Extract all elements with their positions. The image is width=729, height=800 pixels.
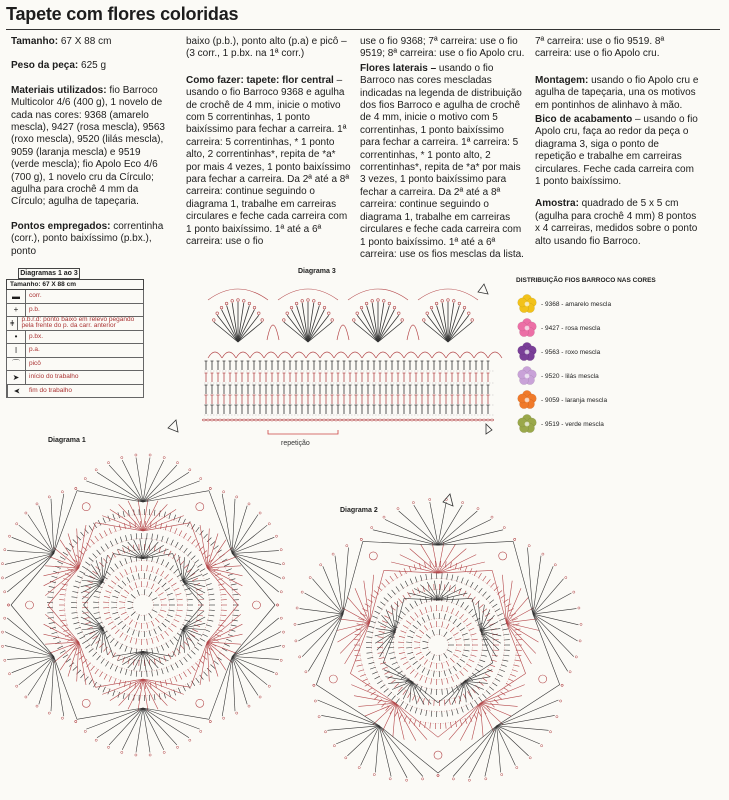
flower-icon — [516, 293, 538, 315]
flower-icon — [516, 317, 538, 339]
side-flowers-value: usando o fio Barroco nas cores mescladas indicadas na legenda de distribuição dos fios Barroco e agulha de crochê de 4 mm, inicie o motivo com 5 correntinhas, 1 ponto baixíssimo para fechar a carreira. 1ª carreira: 5 correntinhas, * 1 ponto alto, 2 correntinhas*, repita de *a* por mais 3 vezes, 1 ponto baixíssimo para fechar a carreira. Da 2ª até a 8ª carreira: continue seguindo o diagrama 1, trabalhe em carreiras circulares e feche cada carreira com 1 ponto baixíssimo. 1ª até a 6ª carreira: use os fios mesclas da lista. — [360, 62, 524, 260]
legend-symbol-icon: ▬ — [7, 290, 26, 303]
color-item-label: - 9059 - laranja mescla — [541, 396, 608, 404]
edging-label: Bico de acabamento — [535, 114, 633, 126]
color-item — [516, 412, 696, 436]
stitch-legend — [6, 268, 146, 398]
legend-text: p.a. — [29, 346, 40, 353]
color-distribution-header: DISTRIBUIÇÃO FIOS BARROCO NAS CORES — [516, 277, 656, 284]
legend-text: picô — [29, 359, 41, 367]
legend-rows — [6, 290, 146, 398]
flower-icon — [516, 389, 538, 411]
side-continued: 7ª carreira: use o fio 9519. 8ª carreira: use o fio Apolo cru. — [535, 36, 665, 60]
color-item-label: - 9427 - rosa mescla — [541, 324, 601, 332]
edging-value: – usando o fio Apolo cru, faça ao redor da peça o diagrama 3, siga o ponto de repetição e trabalhe em carreiras circulares. Feche cada carreira com 1 ponto baixíssimo. — [535, 114, 698, 188]
page-title: Tapete com flores coloridas — [6, 4, 239, 24]
assembly-value: usando o fio Apolo cru e agulha de tapeçaria, una os motivos em pontinhos de alinhavo à mão. — [535, 74, 699, 111]
diagram-1-chart — [0, 420, 285, 800]
color-item — [516, 292, 696, 316]
materials-paragraph — [11, 85, 171, 209]
central-continued: use o fio 9368; 7ª carreira: use o fio 9519; 8ª carreira: use o fio Apolo cru. — [360, 36, 525, 60]
text-column-3 — [360, 36, 525, 269]
color-item — [516, 388, 696, 412]
color-item — [516, 316, 696, 340]
legend-row — [6, 358, 144, 372]
diagram-2-chart — [288, 490, 588, 795]
legend-row — [6, 317, 144, 331]
stitches-value: correntinha (corr.), ponto baixíssimo (p.bx.), ponto — [11, 220, 164, 257]
assembly-paragraph — [535, 75, 700, 112]
legend-symbol-icon: ǂ — [7, 317, 18, 330]
color-item-label: - 9520 - lilás mescla — [541, 372, 599, 380]
stitches-paragraph — [11, 221, 171, 258]
size-paragraph — [11, 36, 171, 48]
side-flowers-label: Flores laterais – — [360, 62, 437, 74]
color-item — [516, 340, 696, 364]
legend-symbol-icon: ǀ — [7, 344, 26, 357]
how-to-value: – usando o fio Barroco 9368 e agulha de crochê de 4 mm, inicie o motivo com 5 correntinhas, 1 ponto baixíssimo para fechar a carreira. 1ª carreira: 5 correntinhas, * 1 ponto alto, 2 correntinhas*, repita de *a* por mais 4 vezes, 1 ponto baixíssimo para fechar a carreira. Da 2ª até a 8ª carreira: continue seguindo o diagrama 1, trabalhe em carreiras circulares e feche cada carreira com 1 ponto baixíssimo. 1ª até a 6ª carreira: use o fio — [186, 74, 351, 248]
assembly-label: Montagem: — [535, 74, 589, 86]
title-rule — [6, 29, 720, 30]
size-value: 67 X 88 cm — [58, 36, 112, 47]
stitches-continued: baixo (p.b.), ponto alto (p.a) e picô – (3 corr., 1 p.bx. na 1ª corr.) — [186, 36, 347, 60]
gauge-label: Amostra: — [535, 198, 579, 210]
edging-stitches — [202, 289, 502, 421]
color-item-label: - 9519 - verde mescla — [541, 420, 604, 428]
legend-text: corr. — [29, 292, 42, 299]
stitches-label: Pontos empregados: — [11, 220, 111, 232]
color-distribution — [516, 277, 696, 436]
text-column-2 — [186, 36, 351, 257]
legend-text: p.bx. — [29, 332, 44, 340]
weight-paragraph — [11, 60, 171, 72]
legend-subheader: Tamanho: 67 X 88 cm — [6, 279, 144, 290]
diagram-3-label: Diagrama 3 — [298, 268, 336, 275]
legend-text: fim do trabalho — [29, 386, 72, 394]
color-item-label: - 9368 - amarelo mescla — [541, 300, 612, 308]
legend-row — [6, 371, 144, 385]
weight-label: Peso da peça: — [11, 60, 79, 72]
legend-header: Diagramas 1 ao 3 — [18, 268, 80, 279]
diagram-2-stitches — [294, 498, 582, 781]
text-column-4 — [535, 36, 700, 256]
gauge-value: quadrado de 5 x 5 cm (agulha para crochê 4 mm) 8 pontos x 4 carreiras, medidos sobre o ponto alto usando fio Barroco. — [535, 198, 698, 247]
size-label: Tamanho: — [11, 36, 59, 47]
legend-symbol-icon: ➤ — [7, 385, 26, 398]
diagram-1-stitches — [1, 454, 284, 756]
legend-text: p.b. — [29, 305, 40, 313]
diagram-1-label: Diagrama 1 — [48, 437, 86, 444]
materials-value: fio Barroco Multicolor 4/6 (400 g), 1 novelo de cada nas cores: 9368 (amarelo mescla), 9427 (rosa mescla), 9563 (roxo mescla), 9520 (lilás mescla), 9059 (laranja mescla) e 9519 (verde mescla); fio Apolo Eco 4/6 (700 g), 1 novelo cru da Círculo; agulha para crochê 4 mm da Círculo; agulha de tapeçaria. — [11, 84, 165, 208]
flower-icon — [516, 413, 538, 435]
start-marker-icon — [478, 284, 488, 294]
repeat-label: repetição — [281, 440, 310, 447]
legend-row — [6, 331, 144, 345]
weight-value: 625 g — [78, 60, 107, 72]
legend-row — [6, 385, 144, 399]
flower-icon — [516, 365, 538, 387]
how-to-paragraph — [186, 75, 351, 249]
legend-text: início do trabalho — [29, 373, 79, 380]
start-marker-icon — [168, 420, 178, 432]
color-distribution-list — [516, 292, 696, 436]
legend-symbol-icon: + — [7, 304, 26, 317]
gauge-paragraph — [535, 198, 700, 248]
legend-symbol-icon: ⌒ — [7, 358, 26, 371]
side-flowers-paragraph — [360, 63, 525, 262]
legend-symbol-icon: ➤ — [7, 371, 26, 384]
diagram-2-label: Diagrama 2 — [340, 507, 378, 514]
flower-icon — [516, 341, 538, 363]
end-marker-icon — [486, 424, 492, 434]
how-to-label: Como fazer: tapete: flor central — [186, 74, 334, 86]
legend-row — [6, 304, 144, 318]
legend-row — [6, 290, 144, 304]
legend-text: p.b.r.d: ponto baixo em relevo pegando pela frente do p. da carr. anterior — [21, 315, 135, 330]
color-item — [516, 364, 696, 388]
edging-paragraph — [535, 114, 700, 188]
materials-label: Materiais utilizados: — [11, 84, 107, 96]
legend-row — [6, 344, 144, 358]
legend-symbol-icon: • — [7, 331, 26, 344]
start-marker-icon — [443, 494, 453, 506]
diagram-3-chart — [198, 280, 503, 440]
color-item-label: - 9563 - roxo mescla — [541, 348, 601, 356]
text-column-1 — [11, 36, 171, 266]
